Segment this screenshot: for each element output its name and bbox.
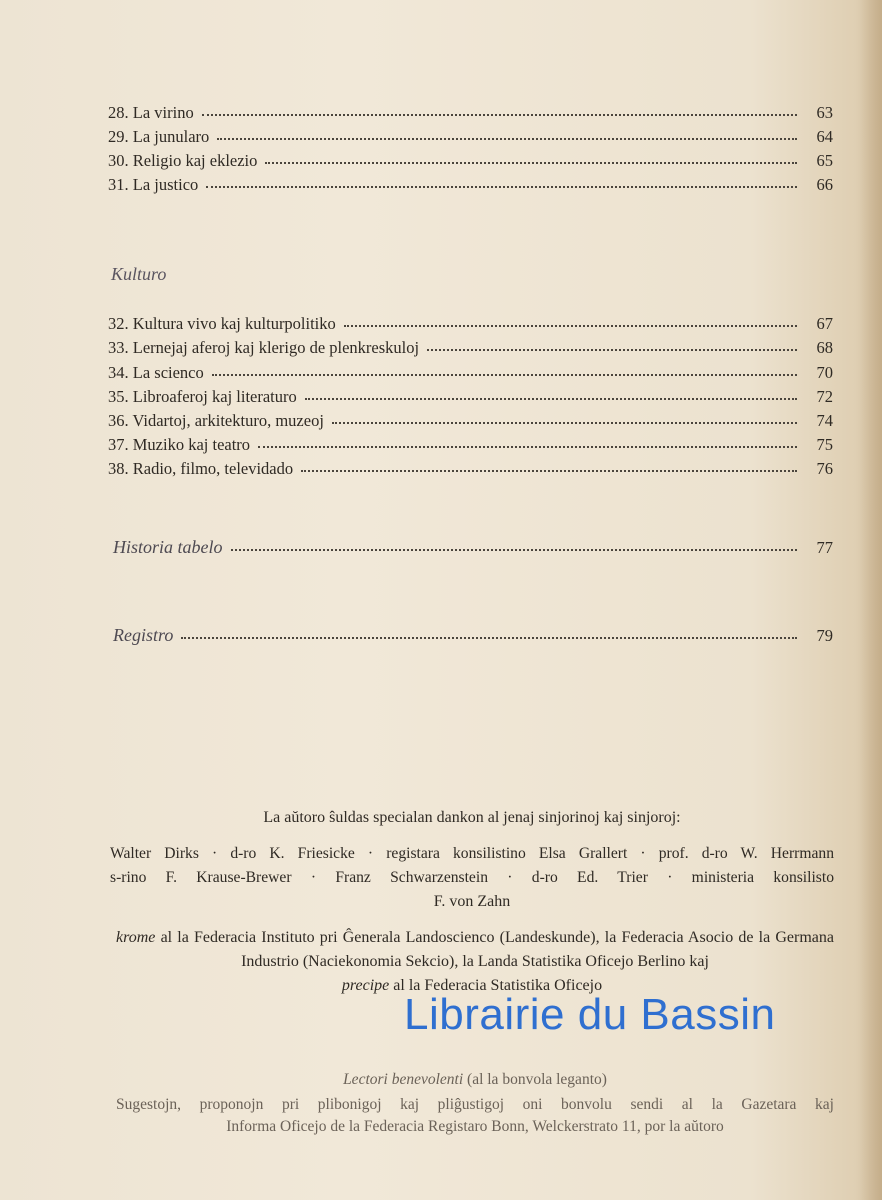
krome-text: al la Federacia Instituto pri Ĝenerala Landoscienco (Landeskunde), la Federacia Asocio de la Germana Industrio (Naciekonomia Sekcio), la Landa Statistika Oficejo Berlino kaj xyxy=(160,929,835,970)
dot-leader xyxy=(332,412,797,424)
toc-entry-label: 32. Kultura vivo kaj kulturpolitiko xyxy=(108,314,336,333)
page-edge-shadow xyxy=(860,0,882,1200)
section-heading-kulturo: Kulturo xyxy=(111,264,167,284)
precipe-word: precipe xyxy=(341,977,390,994)
dot-leader xyxy=(301,460,797,472)
toc-entry-page: 74 xyxy=(816,411,833,430)
dot-leader xyxy=(206,176,797,188)
dot-leader xyxy=(202,104,797,116)
toc-entry xyxy=(108,336,833,360)
dot-leader xyxy=(231,539,797,551)
toc-entry-page: 68 xyxy=(816,338,833,357)
toc-entry-page: 67 xyxy=(816,314,833,333)
toc-entry-page: 65 xyxy=(816,151,833,170)
toc-entry-historia xyxy=(113,535,833,559)
lectori-body-line: Sugestojn, proponojn pri plibonigoj kaj pliĝustigoj oni bonvolu sendi al la Gazetara kaj xyxy=(116,1096,834,1113)
toc-entry-page: 75 xyxy=(816,435,833,454)
toc-entry xyxy=(108,361,833,385)
krome-word: krome xyxy=(116,929,156,946)
toc-entry-label: 30. Religio kaj eklezio xyxy=(108,151,258,170)
lectori-title: Lectori benevolenti xyxy=(343,1071,464,1088)
toc-entry-label: 29. La junularo xyxy=(108,127,210,146)
toc-entry xyxy=(108,457,833,481)
toc-entry-page: 64 xyxy=(816,127,833,146)
lectori-heading xyxy=(116,1068,834,1092)
toc-entry-label: 34. La scienco xyxy=(108,363,204,382)
dot-leader xyxy=(344,315,797,327)
krome-paragraph xyxy=(116,926,834,974)
toc-entry-label: 38. Radio, filmo, televidado xyxy=(108,459,294,478)
toc-entry xyxy=(108,173,833,197)
dot-leader xyxy=(265,152,797,164)
toc-entry-page: 77 xyxy=(816,538,833,557)
toc-entry xyxy=(108,312,833,336)
toc-entry xyxy=(108,101,833,125)
lectori-body-line: Informa Oficejo de la Federacia Registaro Bonn, Welckerstrato 11, por la aŭtoro xyxy=(226,1118,724,1135)
thanks-names-line: F. von Zahn xyxy=(433,893,511,910)
toc-entry-page: 70 xyxy=(816,363,833,382)
watermark-text: Librairie du Bassin xyxy=(404,990,776,1039)
toc-entry-page: 72 xyxy=(816,387,833,406)
toc-entry xyxy=(108,385,833,409)
thanks-names-line: Walter Dirks · d-ro K. Friesicke · registara konsilistino Elsa Grallert · prof. d-ro W. Herrmann xyxy=(110,845,834,862)
toc-entry-registro xyxy=(113,623,833,647)
toc-entry-label: 28. La virino xyxy=(108,103,194,122)
dot-leader xyxy=(427,339,797,351)
toc-entry xyxy=(108,149,833,173)
dot-leader xyxy=(217,128,797,140)
toc-entry-label: 31. La justico xyxy=(108,175,199,194)
toc-entry xyxy=(108,409,833,433)
toc-entry-page: 79 xyxy=(816,626,833,645)
toc-entry-label: Registro xyxy=(113,625,174,645)
toc-entry-page: 63 xyxy=(816,103,833,122)
thanks-names-line: s-rino F. Krause-Brewer · Franz Schwarzenstein · d-ro Ed. Trier · ministeria konsilisto xyxy=(110,869,834,886)
toc-entry-label: 37. Muziko kaj teatro xyxy=(108,435,251,454)
toc-entry-label: Historia tabelo xyxy=(113,537,223,557)
toc-entry xyxy=(108,125,833,149)
toc-entry-label: 35. Libroaferoj kaj literaturo xyxy=(108,387,297,406)
dot-leader xyxy=(212,364,797,376)
toc-entry-page: 66 xyxy=(816,175,833,194)
toc-entry-label: 33. Lernejaj aferoj kaj klerigo de plenkreskuloj xyxy=(108,338,420,357)
lectori-subtitle: (al la bonvola leganto) xyxy=(467,1071,607,1088)
thanks-intro: La aŭtoro ŝuldas specialan dankon al jenaj sinjorinoj kaj sinjoroj: xyxy=(263,809,681,826)
dot-leader xyxy=(181,627,797,639)
precipe-text: al la Federacia Statistika Oficejo xyxy=(393,977,603,994)
toc-entry-label: 36. Vidartoj, arkitekturo, muzeoj xyxy=(108,411,324,430)
dot-leader xyxy=(305,388,797,400)
toc-entry xyxy=(108,433,833,457)
toc-entry-page: 76 xyxy=(816,459,833,478)
dot-leader xyxy=(258,436,797,448)
